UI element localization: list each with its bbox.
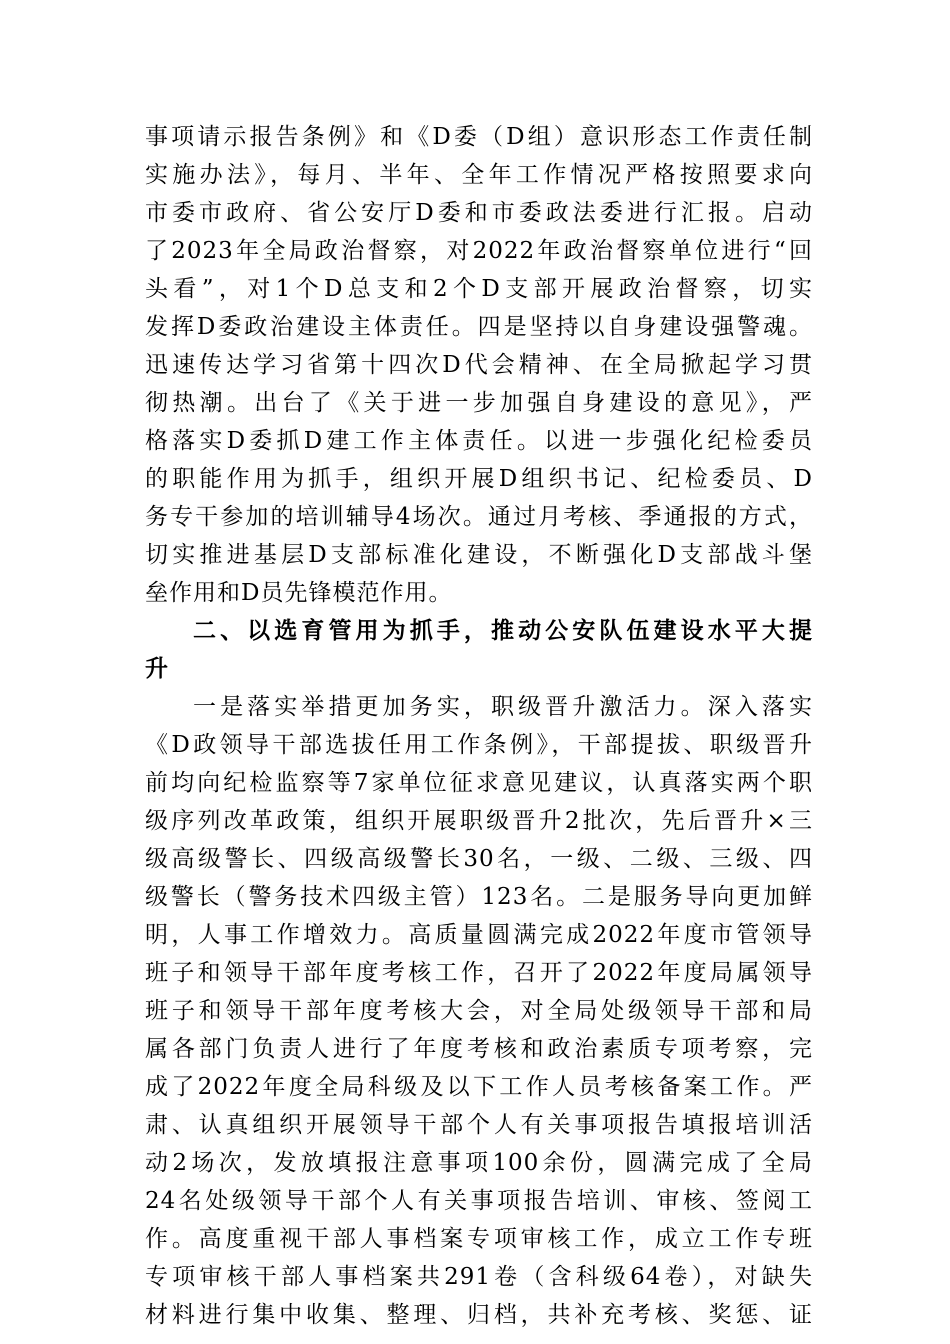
text-line: 市委市政府、省公安厅D委和市委政法委进行汇报。启动	[145, 200, 813, 226]
text-line: 材料进行集中收集、整理、归档，共补充考核、奖惩、证	[145, 1302, 813, 1328]
text-line: 了2023年全局政治督察，对2022年政治督察单位进行“回	[145, 238, 813, 264]
document-page	[145, 118, 813, 1334]
text-line: 头看”，对1个D总支和2个D支部开展政治督察，切实	[145, 276, 813, 302]
text-line: 事项请示报告条例》和《D委（D组）意识形态工作责任制	[145, 124, 813, 150]
paragraph-1	[145, 118, 813, 612]
text-line: 级高级警长、四级高级警长30名，一级、二级、三级、四	[145, 846, 813, 872]
text-line: 务专干参加的培训辅导4场次。通过月考核、季通报的方式，	[145, 504, 813, 530]
text-line: 切实推进基层D支部标准化建设，不断强化D支部战斗堡	[145, 542, 813, 568]
text-line: 成了2022年度全局科级及以下工作人员考核备案工作。严	[145, 1074, 813, 1100]
text-line: 属各部门负责人进行了年度考核和政治素质专项考察，完	[145, 1036, 813, 1062]
text-line: 肃、认真组织开展领导干部个人有关事项报告填报培训活	[145, 1112, 813, 1138]
text-line: 级序列改革政策，组织开展职级晋升2批次，先后晋升×三	[145, 808, 813, 834]
text-line: 发挥D委政治建设主体责任。四是坚持以自身建设强警魂。	[145, 314, 813, 340]
text-line: 动2场次，发放填报注意事项100余份，圆满完成了全局	[145, 1150, 813, 1176]
text-line: 24名处级领导干部个人有关事项报告培训、审核、签阅工	[145, 1188, 813, 1214]
text-line: 的职能作用为抓手，组织开展D组织书记、纪检委员、D	[145, 466, 813, 492]
text-line: 作。高度重视干部人事档案专项审核工作，成立工作专班	[145, 1226, 813, 1252]
heading-line: 升	[145, 655, 169, 682]
paragraph-2	[145, 688, 813, 1334]
text-line: 实施办法》，每月、半年、全年工作情况严格按照要求向	[145, 162, 813, 188]
text-line: 班子和领导干部年度考核大会，对全局处级领导干部和局	[145, 998, 813, 1024]
text-line: 格落实D委抓D建工作主体责任。以进一步强化纪检委员	[145, 428, 813, 454]
section-heading	[145, 612, 813, 688]
text-line: 专项审核干部人事档案共291卷（含科级64卷），对缺失	[145, 1264, 813, 1290]
text-line: 班子和领导干部年度考核工作，召开了2022年度局属领导	[145, 960, 813, 986]
text-line: 一是落实举措更加务实，职级晋升激活力。深入落实	[193, 694, 813, 720]
text-line: 彻热潮。出台了《关于进一步加强自身建设的意见》，严	[145, 390, 813, 416]
heading-line: 二、以选育管用为抓手，推动公安队伍建设水平大提	[193, 617, 813, 644]
text-line: 前均向纪检监察等7家单位征求意见建议，认真落实两个职	[145, 770, 813, 796]
text-line: 垒作用和D员先锋模范作用。	[145, 580, 453, 606]
text-line: 迅速传达学习省第十四次D代会精神、在全局掀起学习贯	[145, 352, 813, 378]
text-line: 明，人事工作增效力。高质量圆满完成2022年度市管领导	[145, 922, 813, 948]
text-line: 《D政领导干部选拔任用工作条例》，干部提拔、职级晋升	[145, 732, 813, 758]
text-line: 级警长（警务技术四级主管）123名。二是服务导向更加鲜	[145, 884, 813, 910]
